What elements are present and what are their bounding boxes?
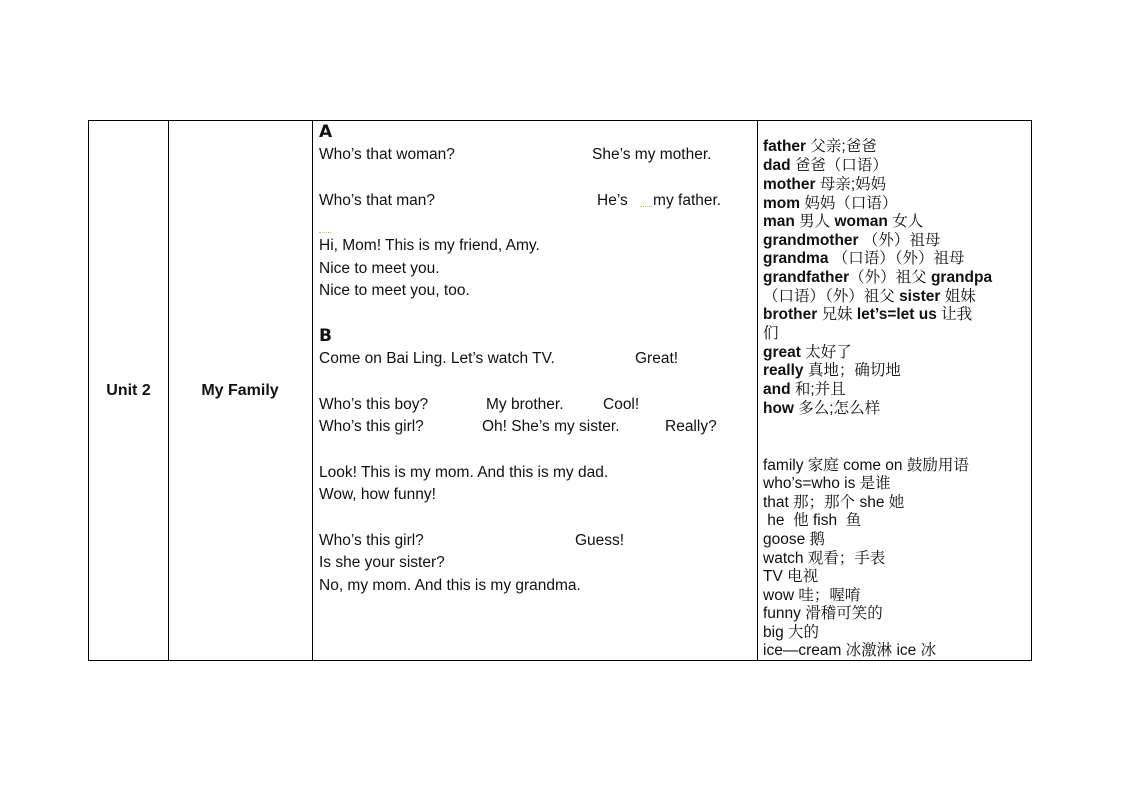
section-a-label: A [319, 122, 333, 142]
vocab-item: mother 母亲;妈妈 [763, 176, 887, 193]
vocab-item: grandfather（外）祖父 grandpa [763, 269, 993, 286]
vocab-item: grandma （口语）（外）祖母 [763, 250, 965, 267]
unit-title: My Family [201, 381, 279, 399]
dotted-mark [640, 203, 652, 207]
dialogue-line: Come on Bai Ling. Let’s watch TV. [319, 350, 555, 367]
vocab-item: TV 电视 [763, 568, 819, 585]
dialogue-answer: Oh! She’s my sister. [482, 418, 620, 435]
vocab-item: 们 [763, 325, 779, 342]
vocab-item: brother 兄妹 let’s=let us 让我 [763, 306, 973, 323]
dialogue-answer: Guess! [575, 532, 625, 549]
dialogue-answer [597, 192, 721, 210]
vocab-item: and 和;并且 [763, 381, 846, 398]
vocab-item: family 家庭 come on 鼓励用语 [763, 457, 969, 474]
dialogue-answer: Great! [635, 350, 679, 367]
section-b-label: B [319, 326, 332, 346]
column-divider [757, 121, 758, 660]
dialogue-line: Look! This is my mom. And this is my dad. [319, 464, 609, 481]
vocab-item: wow 哇；喔唷 [763, 587, 861, 604]
dialogue-line: Who’s this boy? [319, 396, 429, 413]
unit-cell [89, 121, 168, 660]
dialogue-line: Is she your sister? [319, 554, 445, 571]
vocab-item: ice—cream 冰激淋 ice 冰 [763, 642, 937, 659]
answer-prefix: He’s [597, 192, 628, 209]
vocab-item: really 真地；确切地 [763, 362, 901, 379]
dialogue-comment: Really? [665, 418, 717, 435]
title-cell [168, 121, 312, 660]
vocab-item: great 太好了 [763, 344, 852, 361]
vocab-item: man 男人 woman 女人 [763, 213, 924, 230]
dialogue-answer: She’s my mother. [592, 146, 712, 163]
column-divider [312, 121, 313, 660]
vocab-item: big 大的 [763, 624, 819, 641]
vocab-item: funny 滑稽可笑的 [763, 605, 883, 622]
dialogue-comment: Cool! [603, 396, 640, 413]
vocab-item: （口语）（外）祖父 sister 姐妹 [763, 288, 976, 305]
dialogue-line: Wow, how funny! [319, 486, 436, 503]
vocab-item: that 那；那个 she 她 [763, 494, 905, 511]
dotted-mark [319, 218, 332, 236]
dialogue-line: Hi, Mom! This is my friend, Amy. [319, 237, 540, 254]
unit-label: Unit 2 [106, 381, 151, 399]
vocab-item: grandmother （外）祖母 [763, 232, 941, 249]
dialogue-line: Who’s that man? [319, 192, 436, 209]
vocab-item: father 父亲;爸爸 [763, 138, 877, 155]
dialogue-line: Nice to meet you. [319, 260, 440, 277]
vocab-item: mom 妈妈（口语） [763, 195, 898, 212]
dialogue-line: Who’s that woman? [319, 146, 455, 163]
dialogue-line: No, my mom. And this is my grandma. [319, 577, 581, 594]
dialogue-line: Who’s this girl? [319, 532, 424, 549]
answer-text: my father. [653, 192, 722, 209]
vocab-item: dad 爸爸（口语） [763, 157, 888, 174]
vocab-item: goose 鹅 [763, 531, 826, 548]
vocab-item: he 他 fish 鱼 [763, 512, 862, 529]
dialogue-line: Who’s this girl? [319, 418, 424, 435]
dialogue-line: Nice to meet you, too. [319, 282, 470, 299]
vocab-item: watch 观看；手表 [763, 550, 886, 567]
vocab-item: who’s=who is 是谁 [763, 475, 891, 492]
vocab-item: how 多么;怎么样 [763, 400, 881, 417]
dialogue-answer: My brother. [486, 396, 564, 413]
